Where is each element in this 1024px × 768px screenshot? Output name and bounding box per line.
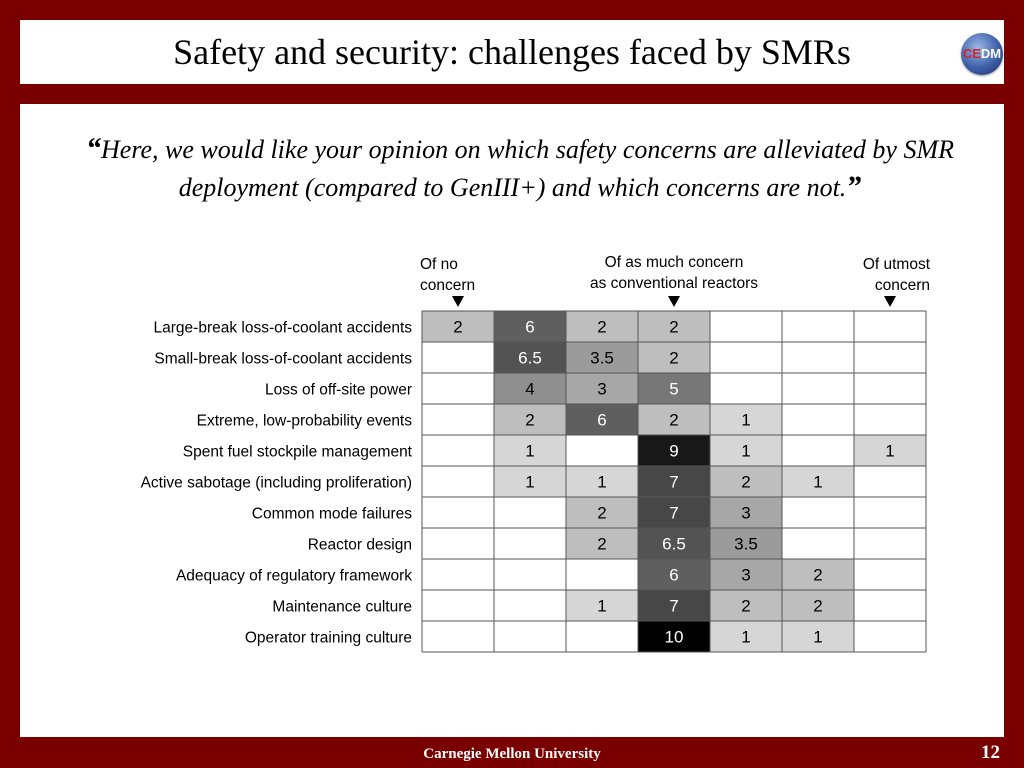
row-label: Active sabotage (including proliferation) <box>140 474 412 492</box>
heatmap-cell <box>854 497 926 528</box>
heatmap-cell <box>782 342 854 373</box>
heatmap-cell <box>854 311 926 342</box>
scale-label-utmost-concern: concern <box>874 277 930 294</box>
heatmap-cell <box>422 373 494 404</box>
cell-value-label: 2 <box>597 534 607 554</box>
cell-value-label: 2 <box>597 503 607 523</box>
heatmap-cell <box>782 311 854 342</box>
heatmap-cell <box>422 528 494 559</box>
cell-value-label: 3.5 <box>590 348 614 368</box>
marker-as-much-concern <box>668 296 680 307</box>
scale-label-no-concern: Of no <box>420 256 458 273</box>
title-bar <box>20 20 1004 84</box>
logo-text-dm: DM <box>980 46 1002 61</box>
slide-title: Safety and security: challenges faced by SMRs <box>173 32 851 72</box>
cell-value-label: 2 <box>813 565 823 585</box>
quote-open-mark: “ <box>86 132 101 165</box>
scale-label-as-much-concern: Of as much concern <box>604 254 744 271</box>
row-label: Maintenance culture <box>272 598 412 616</box>
cell-value-label: 7 <box>669 472 679 492</box>
heatmap-cell <box>566 559 638 590</box>
cell-value-label: 6.5 <box>518 348 542 368</box>
scale-label-utmost-concern: Of utmost <box>862 256 930 273</box>
heatmap-cell <box>422 342 494 373</box>
cell-value-label: 2 <box>597 317 607 337</box>
heatmap-cell <box>422 559 494 590</box>
cell-value-label: 1 <box>525 441 535 461</box>
cell-value-label: 2 <box>669 348 679 368</box>
cell-value-label: 1 <box>741 441 751 461</box>
heatmap-cell <box>854 342 926 373</box>
cell-value-label: 3 <box>741 565 751 585</box>
cell-value-label: 3.5 <box>734 534 758 554</box>
heatmap-cell <box>494 497 566 528</box>
cell-value-label: 10 <box>664 627 684 647</box>
heatmap-cell <box>782 528 854 559</box>
survey-question-text: Here, we would like your opinion on which safety concerns are alleviated by SMR deployment (compared to GenIII+) and which concerns are not. <box>101 135 954 202</box>
row-label: Operator training culture <box>244 629 412 647</box>
row-label: Extreme, low-probability events <box>196 412 412 430</box>
cell-value-label: 6.5 <box>662 534 686 554</box>
heatmap-cell <box>782 435 854 466</box>
heatmap-cell <box>566 621 638 652</box>
row-label: Spent fuel stockpile management <box>182 443 412 461</box>
heatmap-cell <box>854 559 926 590</box>
cell-value-label: 6 <box>669 565 679 585</box>
marker-no-concern <box>452 296 464 307</box>
cell-value-label: 2 <box>669 317 679 337</box>
row-label: Common mode failures <box>251 505 412 523</box>
row-label: Reactor design <box>307 536 412 554</box>
cell-value-label: 2 <box>813 596 823 616</box>
cell-value-label: 2 <box>525 410 535 430</box>
heatmap-cell <box>854 466 926 497</box>
slide-content <box>20 104 1004 737</box>
heatmap-cell <box>782 497 854 528</box>
cell-value-label: 9 <box>669 441 679 461</box>
cell-value-label: 1 <box>597 596 607 616</box>
heatmap-cell <box>710 342 782 373</box>
cell-value-label: 3 <box>741 503 751 523</box>
heatmap-cell <box>854 528 926 559</box>
cedm-logo <box>961 33 1003 75</box>
footer-university: Carnegie Mellon University <box>423 746 601 762</box>
heatmap-cell <box>494 559 566 590</box>
heatmap-cell <box>566 435 638 466</box>
heatmap-cell <box>494 590 566 621</box>
cell-value-label: 1 <box>741 410 751 430</box>
heatmap-cell <box>854 373 926 404</box>
heatmap-cell <box>710 311 782 342</box>
heatmap-cell <box>422 621 494 652</box>
quote-close-mark: ” <box>846 170 862 203</box>
heatmap-cell <box>710 373 782 404</box>
heatmap-cell <box>782 373 854 404</box>
cell-value-label: 1 <box>741 627 751 647</box>
cell-value-label: 1 <box>813 472 823 492</box>
heatmap-cell <box>422 404 494 435</box>
logo-text <box>961 33 1003 75</box>
scale-label-as-much-concern: as conventional reactors <box>589 275 759 292</box>
cell-value-label: 2 <box>453 317 463 337</box>
heatmap-cell <box>854 404 926 435</box>
cell-value-label: 1 <box>525 472 535 492</box>
heatmap-cell <box>854 621 926 652</box>
heatmap-cell <box>422 435 494 466</box>
cell-value-label: 6 <box>597 410 607 430</box>
cell-value-label: 4 <box>525 379 535 399</box>
row-label: Adequacy of regulatory framework <box>175 567 412 585</box>
heatmap-cell <box>854 590 926 621</box>
heatmap-cell <box>494 621 566 652</box>
marker-utmost-concern <box>884 296 896 307</box>
cell-value-label: 7 <box>669 596 679 616</box>
cell-value-label: 2 <box>741 472 751 492</box>
row-label: Large-break loss-of-coolant accidents <box>153 319 412 337</box>
cell-value-label: 3 <box>597 379 607 399</box>
row-label: Loss of off-site power <box>264 381 412 399</box>
scale-label-no-concern: concern <box>420 277 476 294</box>
heatmap-cell <box>422 590 494 621</box>
heatmap-cell <box>422 466 494 497</box>
cell-value-label: 1 <box>813 627 823 647</box>
cell-value-label: 7 <box>669 503 679 523</box>
cell-value-label: 2 <box>669 410 679 430</box>
cell-value-label: 1 <box>597 472 607 492</box>
heatmap-cell <box>422 497 494 528</box>
logo-text-ce: CE <box>962 46 981 61</box>
heatmap-cell <box>494 528 566 559</box>
cell-value-label: 5 <box>669 379 679 399</box>
cell-value-label: 2 <box>741 596 751 616</box>
cell-value-label: 1 <box>885 441 895 461</box>
concern-heatmap-chart <box>20 104 1004 737</box>
heatmap-cell <box>782 404 854 435</box>
cell-value-label: 6 <box>525 317 535 337</box>
row-label: Small-break loss-of-coolant accidents <box>154 350 412 368</box>
page-number: 12 <box>981 742 1000 763</box>
